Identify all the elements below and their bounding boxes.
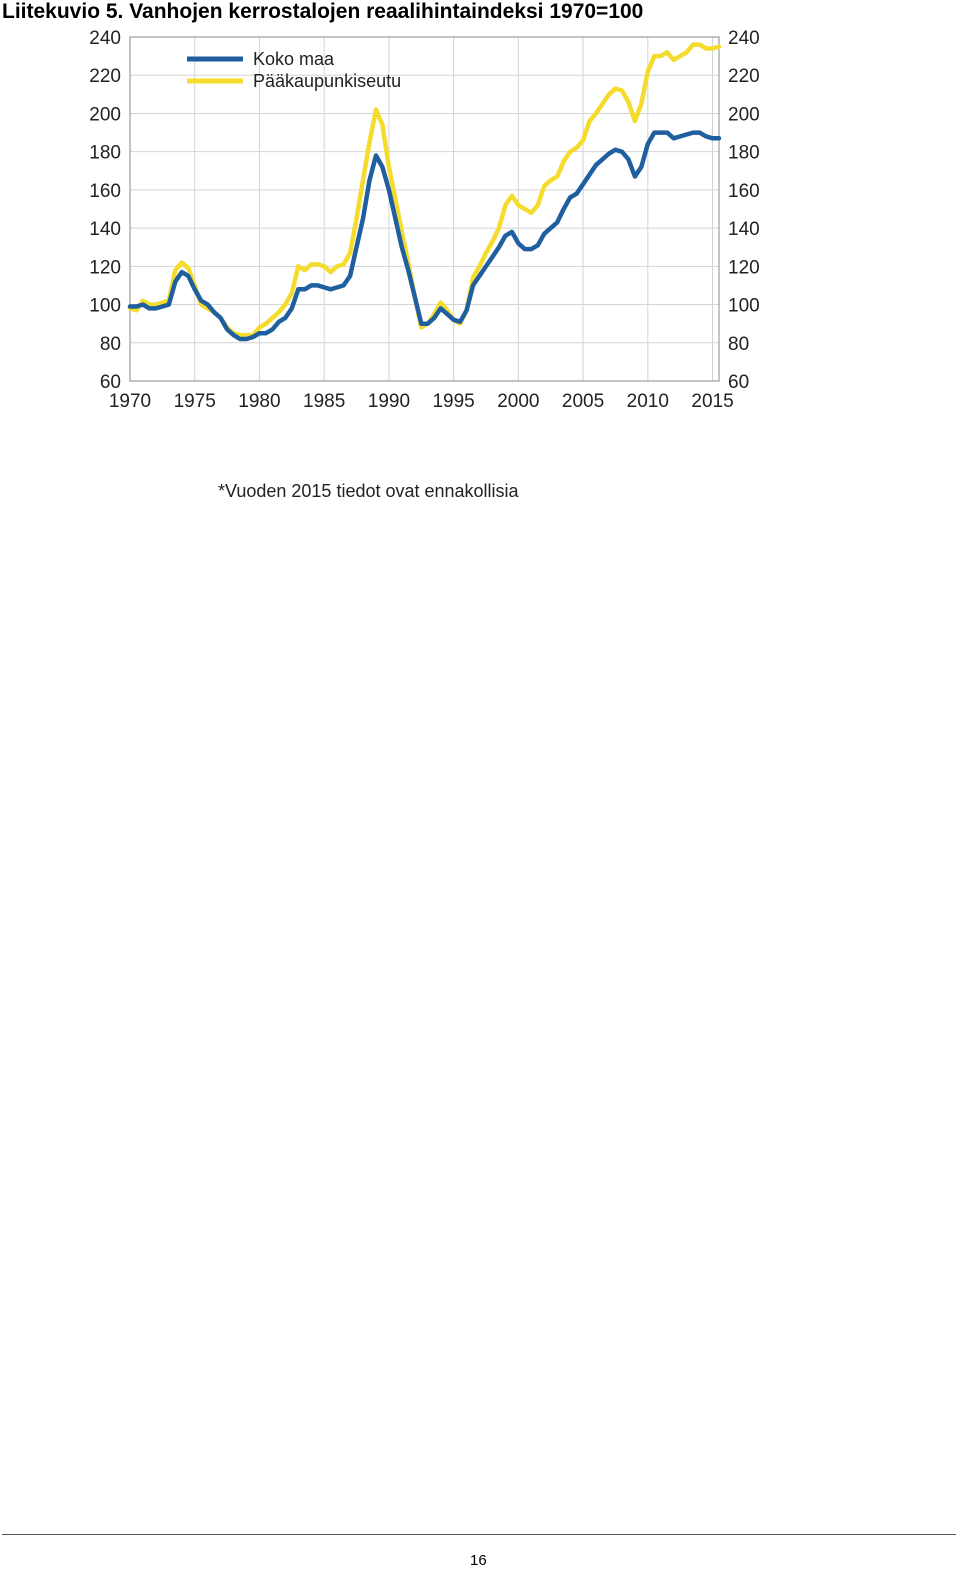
y-tick-label-right: 80	[728, 333, 750, 355]
y-tick-label-left: 80	[99, 333, 121, 355]
x-tick-label: 2015	[691, 391, 734, 412]
y-tick-label-right: 60	[728, 372, 750, 393]
y-tick-label-right: 240	[728, 28, 760, 49]
plot-frame	[130, 37, 719, 381]
x-tick-label: 1985	[303, 391, 346, 412]
y-tick-label-right: 200	[728, 104, 760, 126]
y-tick-label-left: 140	[89, 219, 121, 241]
y-tick-label-right: 120	[728, 257, 760, 279]
y-tick-label-right: 160	[728, 180, 760, 202]
y-tick-label-left: 160	[89, 180, 121, 202]
x-tick-label: 1995	[432, 391, 475, 412]
footnote: *Vuoden 2015 tiedot ovat ennakollisia	[218, 481, 519, 501]
y-tick-label-left: 200	[89, 104, 121, 126]
axis-ticks	[89, 28, 759, 412]
y-tick-label-left: 100	[89, 295, 121, 317]
x-tick-label: 1990	[367, 391, 411, 412]
y-tick-label-right: 100	[728, 295, 760, 317]
grid-lines	[130, 37, 719, 381]
x-tick-label: 2000	[497, 391, 540, 412]
y-tick-label-left: 220	[89, 66, 121, 88]
series-line-koko-maa	[130, 133, 719, 339]
y-tick-label-left: 60	[99, 372, 121, 393]
x-tick-label: 1980	[238, 391, 281, 412]
series-lines	[130, 45, 719, 339]
x-tick-label: 1975	[173, 391, 216, 412]
legend	[187, 49, 401, 91]
legend-label: Koko maa	[253, 49, 335, 69]
page-number: 16	[470, 1552, 487, 1569]
y-tick-label-right: 220	[728, 66, 760, 88]
legend-label: Pääkaupunkiseutu	[253, 71, 402, 91]
x-tick-label: 2005	[561, 391, 605, 412]
y-tick-label-left: 120	[89, 257, 121, 279]
x-tick-label: 2010	[626, 391, 669, 412]
y-tick-label-left: 240	[89, 28, 121, 49]
footer-divider	[2, 1534, 956, 1535]
line-chart	[0, 0, 960, 420]
y-tick-label-right: 180	[728, 142, 760, 164]
page-title: Liitekuvio 5. Vanhojen kerrostalojen reaalihintaindeksi 1970=100	[2, 0, 644, 23]
y-tick-label-right: 140	[728, 219, 760, 241]
y-tick-label-left: 180	[89, 142, 121, 164]
x-tick-label: 1970	[108, 391, 152, 412]
